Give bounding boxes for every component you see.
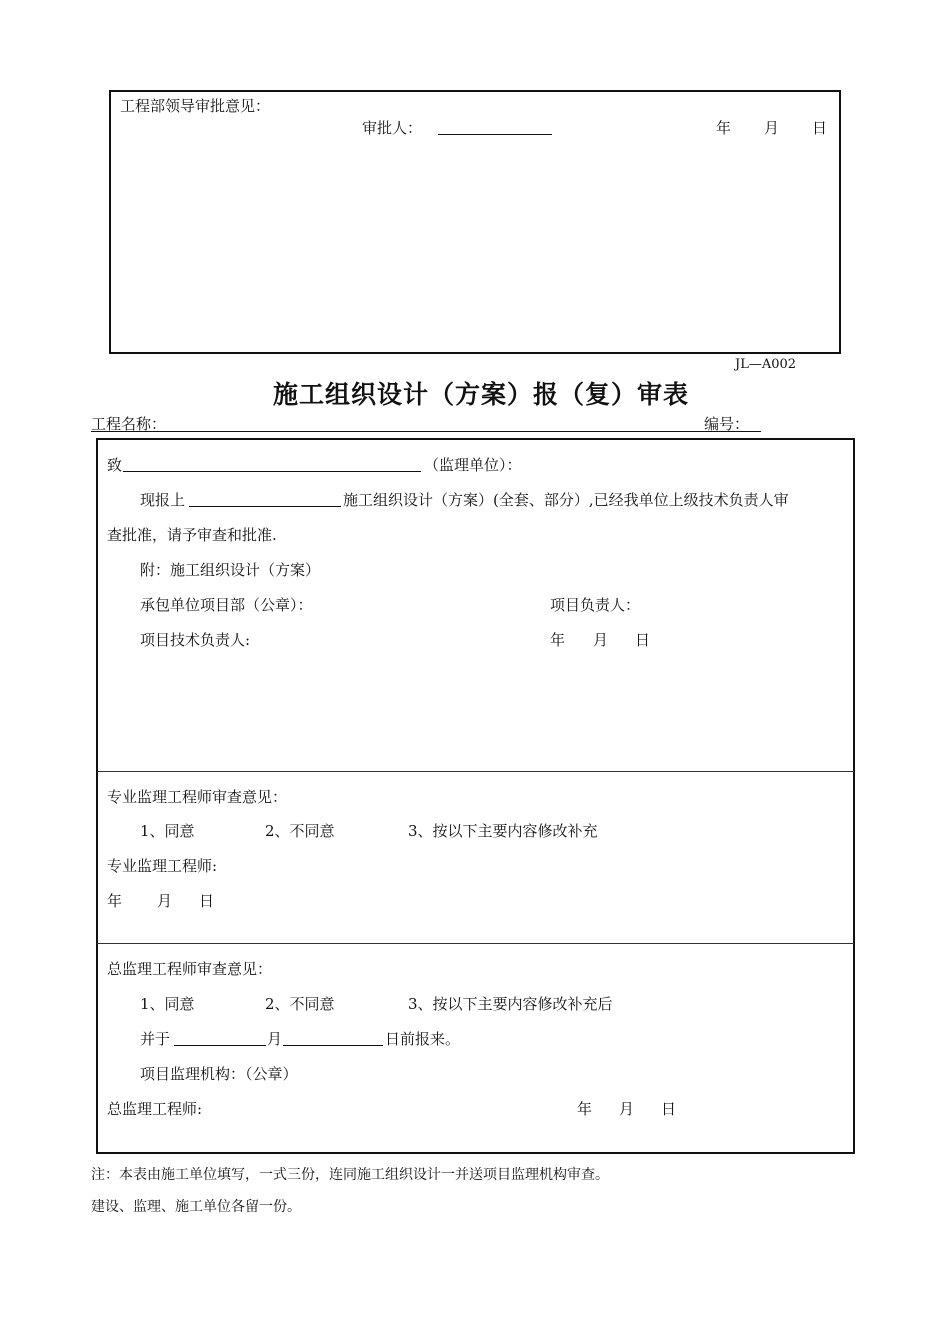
- report-suffix: 施工组织设计（方案）(全套、部分）,已经我单位上级技术负责人审: [343, 491, 789, 509]
- section2-date-month: 月: [157, 892, 173, 910]
- specialist-option-disagree[interactable]: 2、不同意: [265, 822, 335, 840]
- project-name-line[interactable]: [91, 431, 761, 432]
- report-line-2: 查批准，请予审查和批准.: [107, 526, 277, 544]
- supervision-unit-field[interactable]: [123, 455, 421, 472]
- project-name-label: 工程名称：: [91, 415, 167, 433]
- report-prefix: 现报上: [140, 491, 186, 509]
- section3-date-month: 月: [619, 1100, 635, 1118]
- footnote-line-1: 注：本表由施工单位填写，一式三份，连同施工组织设计一并送项目监理机构审查。: [91, 1167, 609, 1183]
- section1-date-day: 日: [635, 631, 651, 649]
- leadership-approval-heading: 工程部领导审批意见：: [120, 97, 271, 115]
- approver-label: 审批人：: [362, 119, 423, 137]
- section3-date-day: 日: [661, 1100, 677, 1118]
- page-title: 施工组织设计（方案）报（复）审表: [273, 380, 690, 409]
- approver-signature-line[interactable]: [438, 118, 552, 135]
- chief-option-disagree[interactable]: 2、不同意: [265, 995, 335, 1013]
- section2-date-year: 年: [107, 892, 123, 910]
- section1-date-month: 月: [593, 631, 609, 649]
- deadline-day-field[interactable]: [283, 1029, 383, 1046]
- approval-date-month: 月: [764, 119, 780, 137]
- to-label: 致: [107, 456, 123, 474]
- supervision-agency-label: 项目监理机构：（公章）: [140, 1065, 298, 1083]
- section1-date-year: 年: [550, 631, 566, 649]
- form-code: JL—A002: [735, 357, 797, 372]
- section3-date-year: 年: [577, 1100, 593, 1118]
- report-subject-field[interactable]: [189, 490, 341, 507]
- tech-lead-label: 项目技术负责人:: [140, 631, 251, 649]
- project-manager-label: 项目负责人：: [550, 596, 641, 614]
- deadline-month-field[interactable]: [174, 1029, 266, 1046]
- specialist-option-revise[interactable]: 3、按以下主要内容修改补充: [408, 822, 598, 840]
- supervision-unit-suffix: （监理单位）：: [424, 456, 522, 474]
- chief-option-revise[interactable]: 3、按以下主要内容修改补充后: [408, 995, 613, 1013]
- contractor-label: 承包单位项目部（公章）：: [140, 596, 313, 614]
- chief-option-agree[interactable]: 1、同意: [140, 995, 195, 1013]
- approval-date-year: 年: [716, 119, 732, 137]
- specialist-option-agree[interactable]: 1、同意: [140, 822, 195, 840]
- deadline-prefix: 并于: [140, 1030, 171, 1048]
- footnote-line-2: 建设、监理、施工单位各留一份。: [91, 1199, 301, 1215]
- deadline-month-label: 月: [267, 1030, 283, 1048]
- attachment-label: 附：施工组织设计（方案）: [140, 561, 321, 579]
- specialist-engineer-label: 专业监理工程师:: [107, 857, 218, 875]
- specialist-review-heading: 专业监理工程师审查意见：: [107, 788, 288, 806]
- number-label: 编号：: [704, 415, 750, 433]
- deadline-suffix: 日前报来。: [385, 1030, 461, 1048]
- section-divider-2: [97, 943, 854, 944]
- chief-engineer-label: 总监理工程师:: [107, 1100, 203, 1118]
- chief-review-heading: 总监理工程师审查意见：: [107, 960, 273, 978]
- section2-date-day: 日: [199, 892, 215, 910]
- approval-date-day: 日: [812, 119, 828, 137]
- section-divider-1: [97, 771, 854, 772]
